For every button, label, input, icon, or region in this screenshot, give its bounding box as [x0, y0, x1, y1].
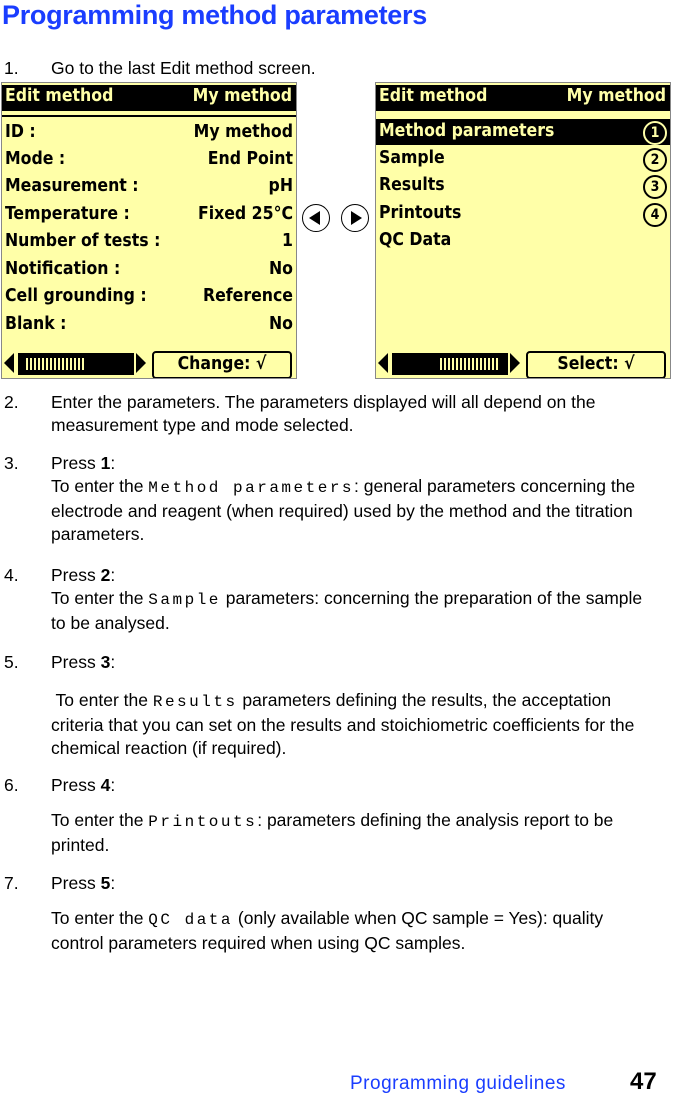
key-label: 4 [100, 775, 111, 795]
screen-header [376, 85, 670, 111]
field-row-blank[interactable] [2, 312, 296, 338]
menu-item-printouts[interactable] [376, 201, 670, 227]
field-label: ID : [5, 122, 36, 142]
step-number: 4. [4, 565, 19, 585]
enter-text: To enter the [51, 476, 149, 496]
field-value: No [269, 314, 293, 334]
edit-method-screen-left [1, 82, 297, 379]
description-text: : general parameters concerning the electrode and reagent (when required) used by the method and the titration parameters. [51, 476, 636, 544]
field-value: pH [268, 176, 293, 196]
step-number: 7. [4, 873, 19, 893]
enter-text: To enter the [51, 810, 149, 830]
step-text [51, 452, 658, 546]
field-value: No [269, 259, 293, 279]
step-text [51, 872, 658, 955]
step-number: 3. [4, 453, 19, 473]
scroll-track[interactable] [392, 353, 508, 375]
field-row-mode[interactable] [2, 147, 296, 173]
scroll-left-arrow-icon[interactable] [4, 353, 14, 373]
step-number: 5. [4, 652, 19, 672]
field-label: Cell grounding : [5, 286, 147, 306]
menu-name: Printouts [148, 813, 258, 831]
enter-text: To enter the [51, 588, 149, 608]
field-label: Mode : [5, 149, 66, 169]
footer-section-label: Programming guidelines [350, 1073, 566, 1094]
field-row-temperature[interactable] [2, 202, 296, 228]
press-text: Press [51, 652, 101, 672]
enter-text: To enter the [51, 908, 149, 928]
menu-item-label: Method parameters [379, 121, 555, 141]
edit-method-screen-right [375, 82, 671, 379]
key-1-badge: 1 [643, 121, 667, 145]
key-3-badge: 3 [643, 175, 667, 199]
field-value: End Point [207, 149, 293, 169]
scroll-track[interactable] [18, 353, 134, 375]
colon: : [110, 565, 116, 585]
change-softkey[interactable]: Change: √ [152, 351, 292, 379]
select-softkey[interactable]: Select: √ [526, 351, 666, 379]
field-label: Measurement : [5, 176, 139, 196]
key-label: 5 [100, 873, 111, 893]
menu-item-method-parameters[interactable] [376, 119, 670, 145]
description-text: parameters: concerning the preparation of the sample to be analysed. [51, 588, 643, 633]
step-text [51, 774, 658, 857]
field-value: 1 [282, 231, 293, 251]
colon: : [110, 873, 116, 893]
menu-item-label: QC Data [379, 230, 452, 250]
screen-header-method: My method [192, 86, 292, 106]
description-text: parameters defining the results, the acceptation criteria that you can set on the results and stoichiometric coefficients for the chemical reaction (if required). [51, 690, 635, 758]
field-label: Temperature : [5, 204, 130, 224]
field-label: Blank : [5, 314, 67, 334]
right-arrow-icon [351, 211, 362, 225]
menu-item-label: Printouts [379, 203, 462, 223]
step-text [51, 651, 658, 760]
page-title: Programming method parameters [2, 0, 427, 30]
enter-text: To enter the [55, 690, 153, 710]
key-4-badge: 4 [643, 203, 667, 227]
description-text: (only available when QC sample = Yes): quality control parameters required when using QC samples. [51, 908, 604, 953]
field-value: Reference [202, 286, 293, 306]
field-row-id[interactable] [2, 120, 296, 146]
screen-header-method: My method [566, 86, 666, 106]
step-text [51, 564, 658, 635]
menu-name: Method parameters [148, 479, 355, 497]
colon: : [110, 652, 116, 672]
scroll-thumb[interactable] [26, 358, 86, 370]
next-screen-button[interactable] [341, 204, 369, 232]
menu-name: Results [152, 693, 238, 711]
step-number: 1. [4, 58, 19, 78]
field-row-cell-grounding[interactable] [2, 284, 296, 310]
previous-screen-button[interactable] [302, 204, 330, 232]
scroll-bar [2, 350, 296, 378]
menu-item-label: Sample [379, 148, 445, 168]
scroll-right-arrow-icon[interactable] [510, 353, 520, 373]
field-value: Fixed 25°C [197, 204, 293, 224]
step-text: Go to the last Edit method screen. [51, 58, 316, 78]
key-2-badge: 2 [643, 148, 667, 172]
field-row-notification[interactable] [2, 257, 296, 283]
menu-item-label: Results [379, 175, 445, 195]
screen-header-title: Edit method [379, 86, 488, 106]
press-text: Press [51, 873, 101, 893]
step-number: 2. [4, 392, 19, 412]
field-row-number-of-tests[interactable] [2, 229, 296, 255]
menu-name: Sample [148, 591, 221, 609]
scroll-bar [376, 350, 670, 378]
menu-item-sample[interactable] [376, 146, 670, 172]
scroll-thumb[interactable] [440, 358, 500, 370]
field-row-measurement[interactable] [2, 174, 296, 200]
menu-name: QC data [148, 911, 234, 929]
scroll-left-arrow-icon[interactable] [378, 353, 388, 373]
field-label: Number of tests : [5, 231, 161, 251]
press-text: Press [51, 453, 101, 473]
field-value: My method [193, 122, 293, 142]
screen-header-title: Edit method [5, 86, 114, 106]
menu-item-results[interactable] [376, 173, 670, 199]
step-number: 6. [4, 775, 19, 795]
colon: : [110, 453, 116, 473]
page-number: 47 [630, 1068, 657, 1095]
key-label: 3 [100, 652, 111, 672]
menu-item-qc-data[interactable] [376, 228, 670, 254]
key-label: 2 [100, 565, 111, 585]
press-text: Press [51, 775, 101, 795]
key-label: 1 [100, 453, 111, 473]
colon: : [110, 775, 116, 795]
step-text: Enter the parameters. The parameters displayed will all depend on the measurement type and mode selected. [51, 392, 596, 435]
left-arrow-icon [309, 211, 320, 225]
scroll-right-arrow-icon[interactable] [136, 353, 146, 373]
divider [2, 115, 296, 117]
description-text: : parameters defining the analysis report to be printed. [51, 810, 614, 855]
field-label: Notification : [5, 259, 121, 279]
press-text: Press [51, 565, 101, 585]
screen-header [2, 85, 296, 111]
